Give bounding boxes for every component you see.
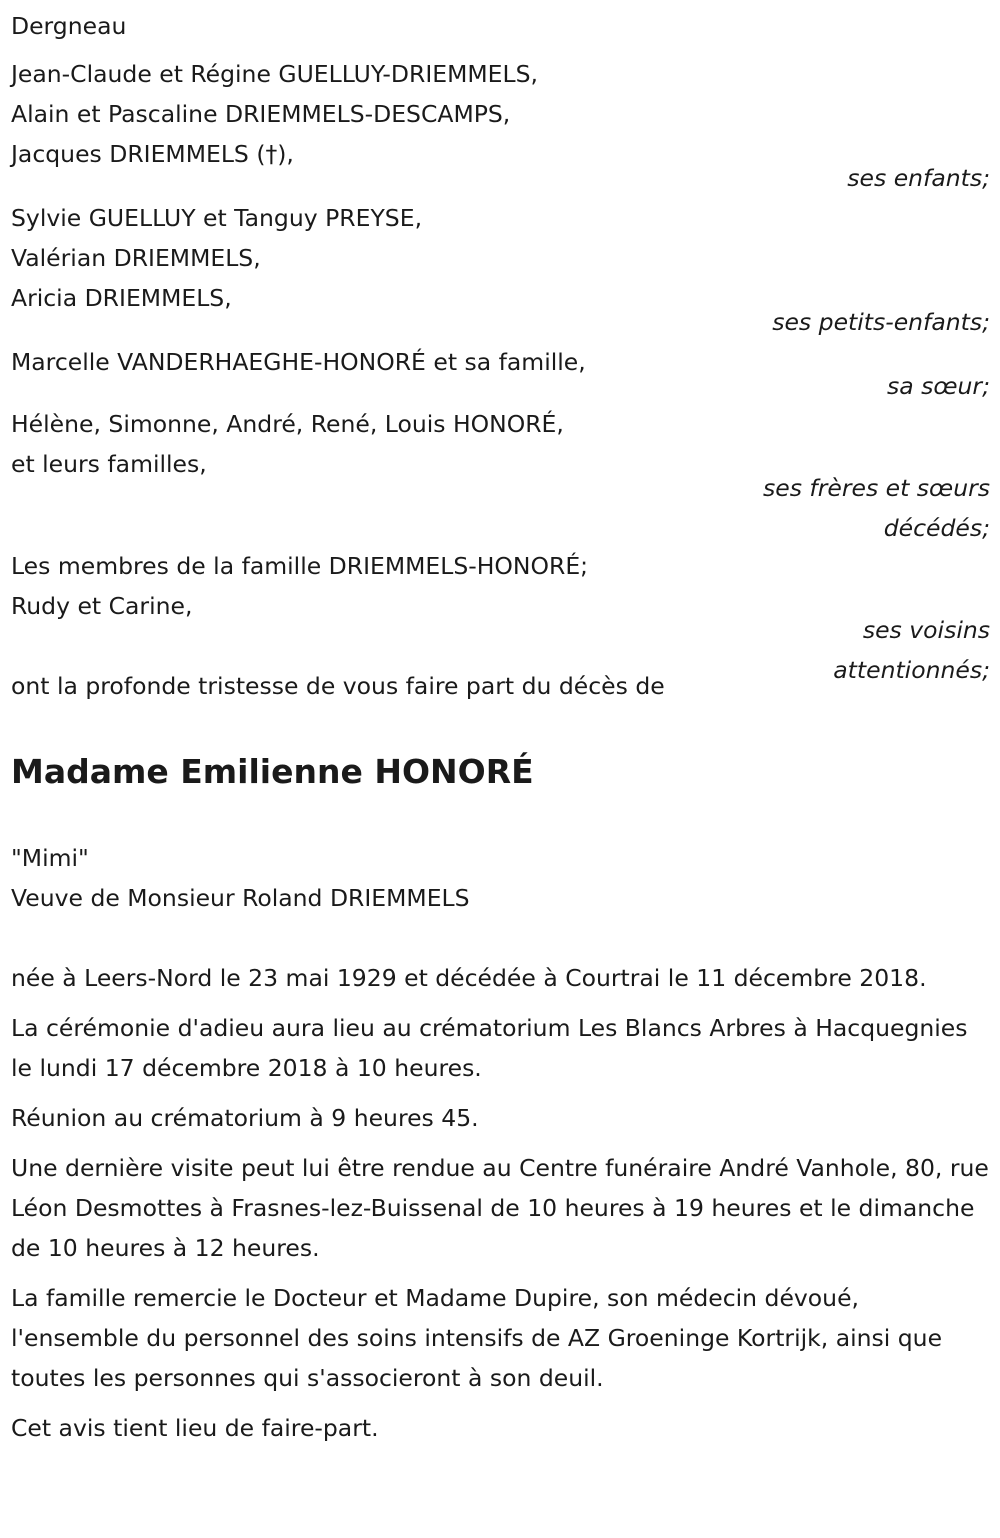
deceased-name: Madame Emilienne HONORÉ (11, 752, 534, 791)
sister-line: Marcelle VANDERHAEGHE-HONORÉ et sa famille, (11, 348, 586, 376)
sister-role: sa sœur; (887, 372, 990, 400)
child-2: Alain et Pascaline DRIEMMELS-DESCAMPS, (11, 100, 511, 128)
siblings-line-1: Hélène, Simonne, André, René, Louis HONORÉ, (11, 410, 564, 438)
grandchildren-role: ses petits-enfants; (772, 308, 990, 336)
grandchildren-block (11, 198, 990, 342)
nickname: "Mimi" (11, 844, 89, 872)
ceremony-text: La cérémonie d'adieu aura lieu au crématorium Les Blancs Arbres à Hacquegnies le lundi 17 décembre 2018 à 10 heures. (11, 1014, 968, 1082)
siblings-role: ses frères et sœurs décédés; (763, 474, 990, 542)
grandchild-1: Sylvie GUELLUY et Tanguy PREYSE, (11, 204, 423, 232)
visit-text: Une dernière visite peut lui être rendue au Centre funéraire André Vanhole, 80, rue Léon Desmottes à Frasnes-lez-Buissenal de 10 heures à 19 heures et le dimanche de 10 heures à 12 heures. (11, 1154, 989, 1262)
child-1: Jean-Claude et Régine GUELLUY-DRIEMMELS, (11, 60, 538, 88)
siblings-block (11, 404, 990, 548)
children-block (11, 54, 990, 198)
neighbors-role: ses voisins attentionnés; (833, 616, 990, 684)
children-role: ses enfants; (847, 164, 990, 192)
origin-line: Dergneau (11, 12, 127, 40)
sister-block (11, 342, 990, 406)
announcement: ont la profonde tristesse de vous faire part du décès de (11, 672, 665, 700)
grandchild-2: Valérian DRIEMMELS, (11, 244, 261, 272)
thanks-text: La famille remercie le Docteur et Madame Dupire, son médecin dévoué, l'ensemble du personnel des soins intensifs de AZ Groeninge Kortrijk, ainsi que toutes les personnes qui s'associeront à son deuil. (11, 1284, 943, 1392)
child-3: Jacques DRIEMMELS (†), (11, 140, 294, 168)
widow-of: Veuve de Monsieur Roland DRIEMMELS (11, 884, 470, 912)
members-block (11, 546, 990, 706)
meeting-text: Réunion au crématorium à 9 heures 45. (11, 1104, 479, 1132)
closing-text: Cet avis tient lieu de faire-part. (11, 1414, 379, 1442)
family-members-line: Les membres de la famille DRIEMMELS-HONORÉ; (11, 552, 589, 580)
birth-death-text: née à Leers-Nord le 23 mai 1929 et décédée à Courtrai le 11 décembre 2018. (11, 964, 927, 992)
grandchild-3: Aricia DRIEMMELS, (11, 284, 232, 312)
siblings-line-2: et leurs familles, (11, 450, 207, 478)
neighbors-line: Rudy et Carine, (11, 592, 193, 620)
